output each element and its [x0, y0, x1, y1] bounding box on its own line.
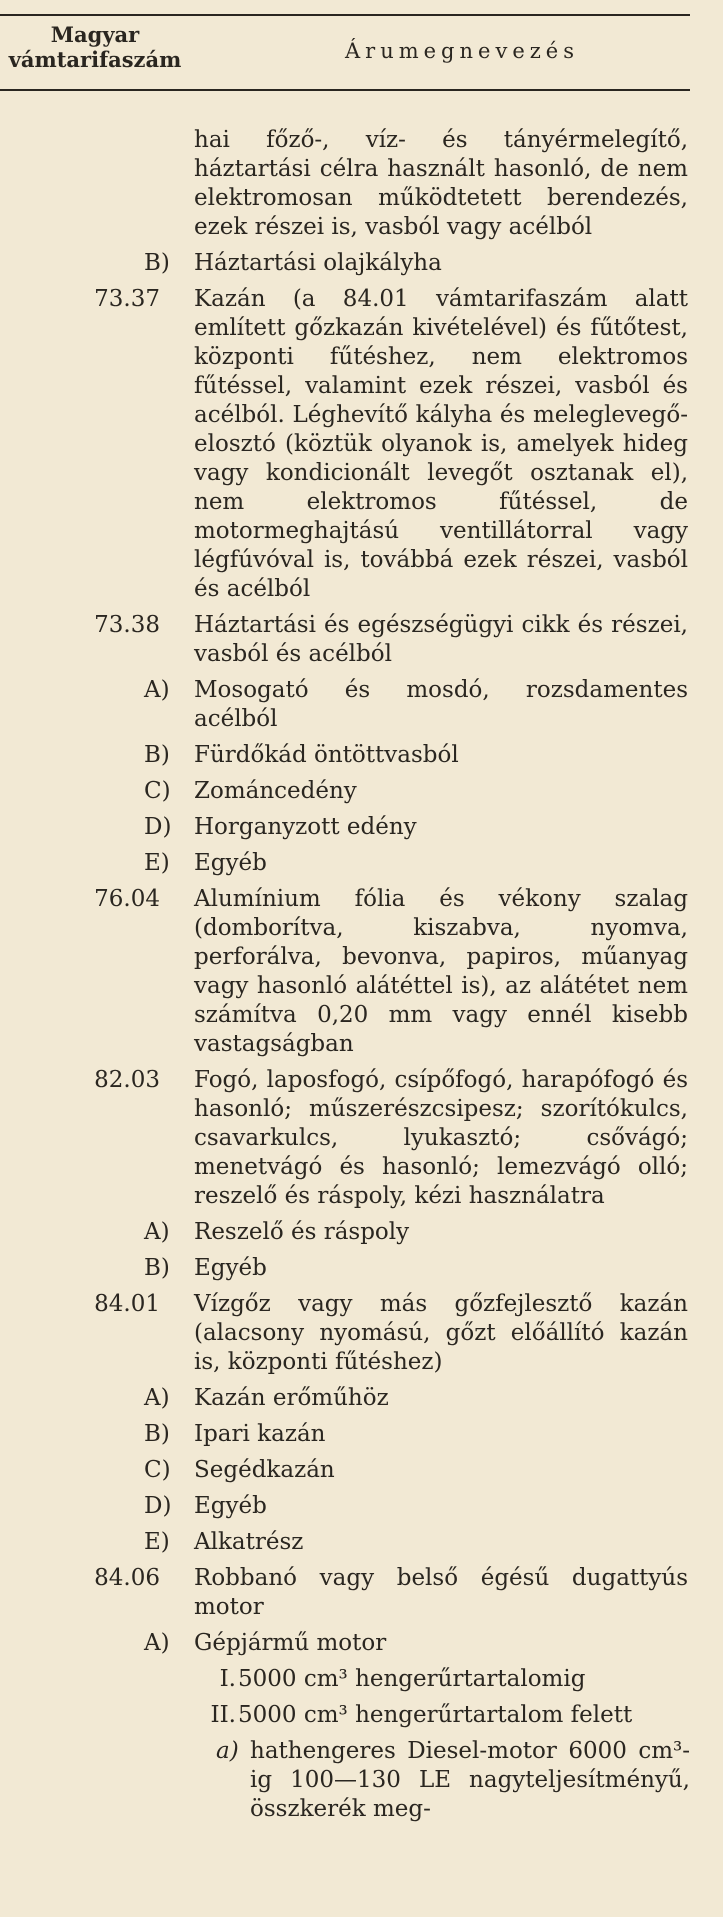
- item-marker: D): [144, 1493, 172, 1519]
- tariff-row: [0, 249, 723, 278]
- tariff-row: [0, 1456, 723, 1485]
- tariff-row: [0, 777, 723, 806]
- header-code-line1: Magyar: [50, 22, 140, 47]
- tariff-row: [0, 741, 723, 770]
- item-description: Vízgőz vagy más gőzfejlesztő kazán (alacsony nyomású, gőzt előállító kazán is, központi fűtéshez): [194, 1291, 688, 1375]
- item-description: Segédkazán: [194, 1457, 335, 1483]
- item-description: Horganyzott edény: [194, 814, 417, 840]
- tariff-code: 73.37: [94, 286, 160, 312]
- tariff-row: [0, 1254, 723, 1283]
- tariff-code: 84.06: [94, 1565, 160, 1591]
- item-description: Gépjármű motor: [194, 1630, 387, 1656]
- item-description: Mosogató és mosdó, rozsdamentes acélból: [194, 677, 688, 732]
- item-marker: E): [144, 1529, 170, 1555]
- item-description: Kazán (a 84.01 vámtarifaszám alatt említett gőzkazán kivételével) és fűtőtest, központi fűtéshez, nem elektromos fűtéssel, valamint ezek részei, vasból és acélból. Léghevítő kályha és meleglevegő-elosztó (köztük olyanok is, amelyek hideg vagy kondicionált levegőt osztanak el), nem elektromos fűtéssel, de motormeghajtású ventillátorral vagy légfúvóval is, továbbá ezek részei, vasból és acélból: [194, 286, 688, 602]
- item-description: Robbanó vagy belső égésű dugattyús motor: [194, 1565, 688, 1620]
- item-description: Háztartási és egészségügyi cikk és részei, vasból és acélból: [194, 612, 688, 667]
- item-description: 5000 cm³ hengerűrtartalomig: [238, 1666, 586, 1692]
- tariff-row: [0, 849, 723, 878]
- header-code-line2: vámtarifaszám: [8, 47, 182, 72]
- item-marker: A): [144, 677, 170, 703]
- item-marker: A): [144, 1219, 170, 1245]
- tariff-list: [0, 126, 723, 1824]
- header-bottom-rule: [0, 89, 690, 91]
- item-description: Egyéb: [194, 1255, 267, 1281]
- item-marker: D): [144, 814, 172, 840]
- tariff-code: 84.01: [94, 1291, 160, 1317]
- item-description: Alkatrész: [194, 1529, 304, 1555]
- tariff-row: [0, 1066, 723, 1211]
- tariff-row: [0, 813, 723, 842]
- item-description: Egyéb: [194, 1493, 267, 1519]
- tariff-row: [0, 1564, 723, 1622]
- tariff-row: [0, 285, 723, 604]
- item-marker: C): [144, 1457, 171, 1483]
- tariff-row: [0, 1420, 723, 1449]
- item-description: Ipari kazán: [194, 1421, 326, 1447]
- tariff-row: [0, 1665, 723, 1694]
- item-marker: II.: [210, 1702, 236, 1728]
- item-description: Kazán erőműhöz: [194, 1385, 389, 1411]
- tariff-row: [0, 885, 723, 1059]
- item-description: Fürdőkád öntöttvasból: [194, 742, 459, 768]
- tariff-row: [0, 1701, 723, 1730]
- item-description: 5000 cm³ hengerűrtartalom felett: [238, 1702, 633, 1728]
- header-description-column: Árumegnevezés: [344, 39, 580, 63]
- tariff-row: [0, 1218, 723, 1247]
- tariff-row: [0, 611, 723, 669]
- header-code-column: [0, 22, 190, 72]
- tariff-code: 82.03: [94, 1067, 160, 1093]
- tariff-row: [0, 676, 723, 734]
- tariff-row: [0, 1737, 723, 1824]
- item-marker: B): [144, 742, 170, 768]
- item-marker: A): [144, 1630, 170, 1656]
- tariff-row: [0, 1492, 723, 1521]
- item-description: Reszelő és ráspoly: [194, 1219, 410, 1245]
- item-description: Zománcedény: [194, 778, 357, 804]
- tariff-row: [0, 1629, 723, 1658]
- tariff-row: [0, 126, 723, 242]
- item-marker: A): [144, 1385, 170, 1411]
- item-marker: B): [144, 1421, 170, 1447]
- tariff-code: 73.38: [94, 612, 160, 638]
- item-description: Egyéb: [194, 850, 267, 876]
- item-marker: I.: [219, 1666, 236, 1692]
- tariff-row: [0, 1528, 723, 1557]
- item-description: Háztartási olajkályha: [194, 250, 442, 276]
- item-description: hathengeres Diesel-motor 6000 cm³-ig 100—130 LE nagyteljesítményű, összkerék meg-: [250, 1738, 690, 1822]
- header-top-rule: [0, 14, 690, 16]
- tariff-row: [0, 1290, 723, 1377]
- item-description: Fogó, laposfogó, csípőfogó, harapófogó és hasonló; műszerészcsipesz; szorítókulcs, csavarkulcs, lyukasztó; csővágó; menetvágó és hasonló; lemezvágó olló; reszelő és ráspoly, kézi használatra: [194, 1067, 688, 1209]
- tariff-code: 76.04: [94, 886, 160, 912]
- tariff-row: [0, 1384, 723, 1413]
- item-marker: E): [144, 850, 170, 876]
- item-description: hai főző-, víz- és tányérmelegítő, háztartási célra használt hasonló, de nem elektromosan működtetett berendezés, ezek részei is, vasból vagy acélból: [194, 127, 688, 240]
- item-description: Alumínium fólia és vékony szalag (domborítva, kiszabva, nyomva, perforálva, bevonva, papiros, műanyag vagy hasonló alátéttel is), az alátétet nem számítva 0,20 mm vagy ennél kisebb vastagságban: [194, 886, 688, 1057]
- item-marker: B): [144, 250, 170, 276]
- item-marker: B): [144, 1255, 170, 1281]
- item-marker: C): [144, 778, 171, 804]
- item-marker: a): [216, 1738, 239, 1764]
